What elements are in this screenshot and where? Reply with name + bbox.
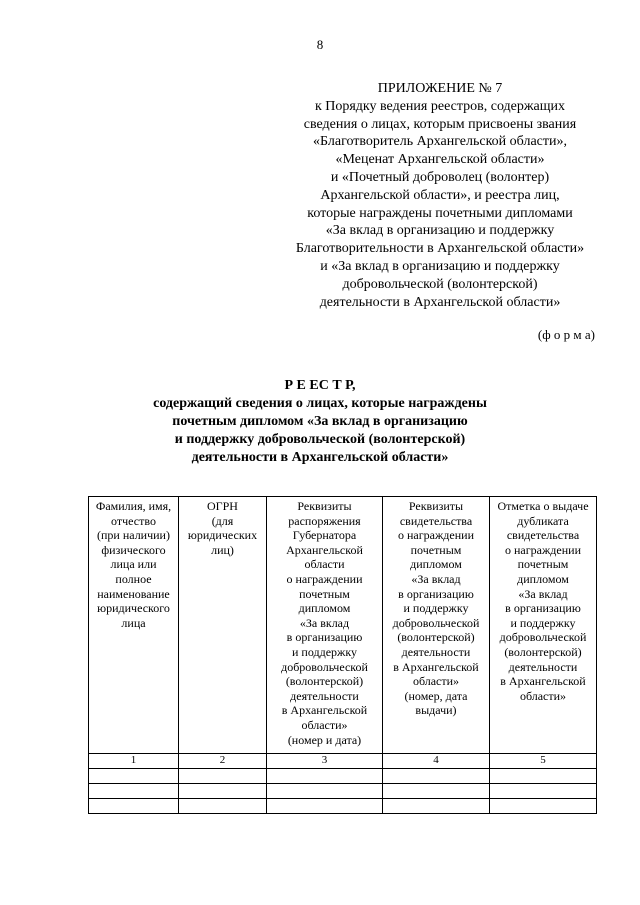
header-cell-line: (номер, дата bbox=[404, 688, 468, 703]
header-cell-line: отчество bbox=[111, 513, 156, 528]
empty-cell[interactable] bbox=[89, 769, 179, 784]
empty-cell[interactable] bbox=[383, 784, 490, 799]
header-cell-line: юридического bbox=[97, 601, 170, 616]
column-number: 1 bbox=[89, 754, 179, 769]
header-cell-name bbox=[89, 497, 179, 754]
header-cell-line: о награждении bbox=[505, 542, 581, 557]
header-cell-line: почетным bbox=[517, 557, 569, 572]
header-cell-line: полное bbox=[115, 571, 152, 586]
header-cell-line: в Архангельской bbox=[393, 659, 479, 674]
header-cell-line: «За вклад bbox=[299, 615, 350, 630]
appendix-line: ПРИЛОЖЕНИЕ № 7 bbox=[377, 81, 503, 96]
appendix-line: Благотворительности в Архангельской области» bbox=[295, 241, 585, 257]
appendix-line: «Меценат Архангельской области» bbox=[335, 152, 545, 168]
header-cell-line: (волонтерской) bbox=[397, 630, 475, 645]
header-cell-line: Отметка о выдаче bbox=[497, 499, 589, 513]
empty-cell[interactable] bbox=[490, 799, 597, 814]
empty-cell[interactable] bbox=[89, 784, 179, 799]
header-cell-line: области bbox=[304, 557, 345, 572]
empty-cell[interactable] bbox=[490, 784, 597, 799]
header-cell-line: наименование bbox=[97, 586, 170, 601]
header-cell-line: (номер и дата) bbox=[287, 732, 362, 747]
appendix-line: добровольческой (волонтерской) bbox=[342, 276, 538, 292]
header-cell-line: области» bbox=[519, 688, 567, 703]
column-number-row bbox=[89, 754, 597, 769]
header-cell-line: в организацию bbox=[398, 586, 474, 601]
page-number: 8 bbox=[316, 37, 324, 52]
empty-cell[interactable] bbox=[179, 799, 267, 814]
header-cell-line: распоряжения bbox=[288, 513, 361, 528]
header-cell-line: области» bbox=[301, 717, 348, 732]
header-cell-line: в организацию bbox=[286, 630, 363, 645]
empty-cell[interactable] bbox=[383, 799, 490, 814]
header-cell-line: (при наличии) bbox=[97, 528, 170, 543]
header-cell-line: и поддержку bbox=[403, 601, 469, 616]
header-cell-line: деятельности bbox=[508, 659, 578, 674]
header-cell-line: и поддержку bbox=[510, 615, 576, 630]
header-cell-line: выдачи) bbox=[415, 703, 457, 718]
title-line: содержащий сведения о лицах, которые награждены bbox=[153, 396, 487, 411]
appendix-line: сведения о лицах, которым присвоены звания bbox=[303, 116, 577, 132]
header-cell-line: добровольческой bbox=[392, 615, 480, 630]
column-number: 5 bbox=[490, 754, 597, 769]
header-cell-line: и поддержку bbox=[292, 644, 357, 659]
appendix-line: и «Почетный доброволец (волонтер) bbox=[330, 169, 550, 185]
header-cell-line: (для bbox=[211, 513, 234, 528]
empty-cell[interactable] bbox=[267, 784, 383, 799]
header-cell-line: почетным bbox=[410, 542, 462, 557]
title-line: деятельности в Архангельской области» bbox=[191, 450, 449, 465]
empty-cell[interactable] bbox=[267, 769, 383, 784]
title-line: почетным дипломом «За вклад в организацию bbox=[172, 414, 468, 429]
header-cell-line: физического bbox=[101, 542, 166, 557]
header-cell-line: юридических bbox=[187, 528, 258, 543]
header-cell-line: (волонтерской) bbox=[504, 644, 582, 659]
header-cell-line: о награждении bbox=[398, 528, 474, 543]
column-number: 2 bbox=[179, 754, 267, 769]
header-cell-line: (волонтерской) bbox=[285, 674, 364, 689]
column-number: 4 bbox=[383, 754, 490, 769]
empty-cell[interactable] bbox=[383, 769, 490, 784]
title-line: Р Е ЕС Т Р, bbox=[284, 378, 356, 393]
header-cell-line: Губернатора bbox=[292, 528, 357, 543]
empty-cell[interactable] bbox=[267, 799, 383, 814]
header-cell-line: Реквизиты bbox=[408, 499, 464, 513]
header-cell-line: области» bbox=[412, 674, 460, 689]
header-cell-line: добровольческой bbox=[499, 630, 587, 645]
table-row bbox=[89, 769, 597, 784]
appendix-header bbox=[268, 80, 612, 311]
empty-cell[interactable] bbox=[179, 784, 267, 799]
appendix-line: Архангельской области», и реестра лиц, bbox=[320, 187, 560, 203]
header-cell-line: в Архангельской bbox=[500, 674, 586, 689]
header-cell-line: добровольческой bbox=[281, 659, 368, 674]
header-cell-ogrn bbox=[179, 497, 267, 754]
table-header-row bbox=[89, 497, 597, 754]
empty-cell[interactable] bbox=[89, 799, 179, 814]
header-cell-line: «За вклад bbox=[518, 586, 568, 601]
appendix-line: к Порядку ведения реестров, содержащих bbox=[314, 98, 566, 114]
header-cell-line: дипломом bbox=[298, 601, 351, 616]
header-cell-line: «За вклад bbox=[411, 571, 461, 586]
header-cell-line: Фамилия, имя, bbox=[95, 499, 172, 513]
header-cell-line: ОГРН bbox=[207, 499, 238, 513]
registry-table bbox=[88, 496, 597, 814]
header-cell-line: в организацию bbox=[505, 601, 581, 616]
title-line: и поддержку добровольческой (волонтерской) bbox=[174, 432, 466, 447]
table-row bbox=[89, 784, 597, 799]
header-cell-line: Архангельской bbox=[286, 542, 363, 557]
header-cell-line: деятельности bbox=[290, 688, 359, 703]
header-cell-line: дипломом bbox=[517, 571, 569, 586]
appendix-line: «Благотворитель Архангельской области», bbox=[313, 134, 567, 150]
header-cell-line: почетным bbox=[299, 586, 350, 601]
empty-cell[interactable] bbox=[179, 769, 267, 784]
header-cell-line: дипломом bbox=[410, 557, 462, 572]
header-cell-line: лиц) bbox=[211, 542, 234, 557]
table-row bbox=[89, 799, 597, 814]
form-note: (ф о р м а) bbox=[537, 327, 595, 342]
header-cell-order-details bbox=[267, 497, 383, 754]
header-cell-line: деятельности bbox=[401, 644, 471, 659]
empty-cell[interactable] bbox=[490, 769, 597, 784]
header-cell-duplicate-mark bbox=[490, 497, 597, 754]
column-number: 3 bbox=[267, 754, 383, 769]
header-cell-certificate-details bbox=[383, 497, 490, 754]
document-title bbox=[0, 377, 640, 467]
appendix-line: которые награждены почетными дипломами bbox=[307, 205, 573, 221]
header-cell-line: дубликата bbox=[517, 513, 569, 528]
header-cell-line: Реквизиты bbox=[297, 499, 352, 513]
header-cell-line: свидетельства bbox=[399, 513, 473, 528]
header-cell-line: лица или bbox=[110, 557, 157, 572]
appendix-line: деятельности в Архангельской области» bbox=[319, 294, 561, 310]
appendix-line: и «За вклад в организацию и поддержку bbox=[320, 258, 560, 274]
header-cell-line: лица bbox=[121, 615, 146, 630]
header-cell-line: в Архангельской bbox=[281, 703, 368, 718]
header-cell-line: о награждении bbox=[286, 571, 363, 586]
appendix-line: «За вклад в организацию и поддержку bbox=[325, 223, 555, 239]
header-cell-line: свидетельства bbox=[506, 528, 580, 543]
